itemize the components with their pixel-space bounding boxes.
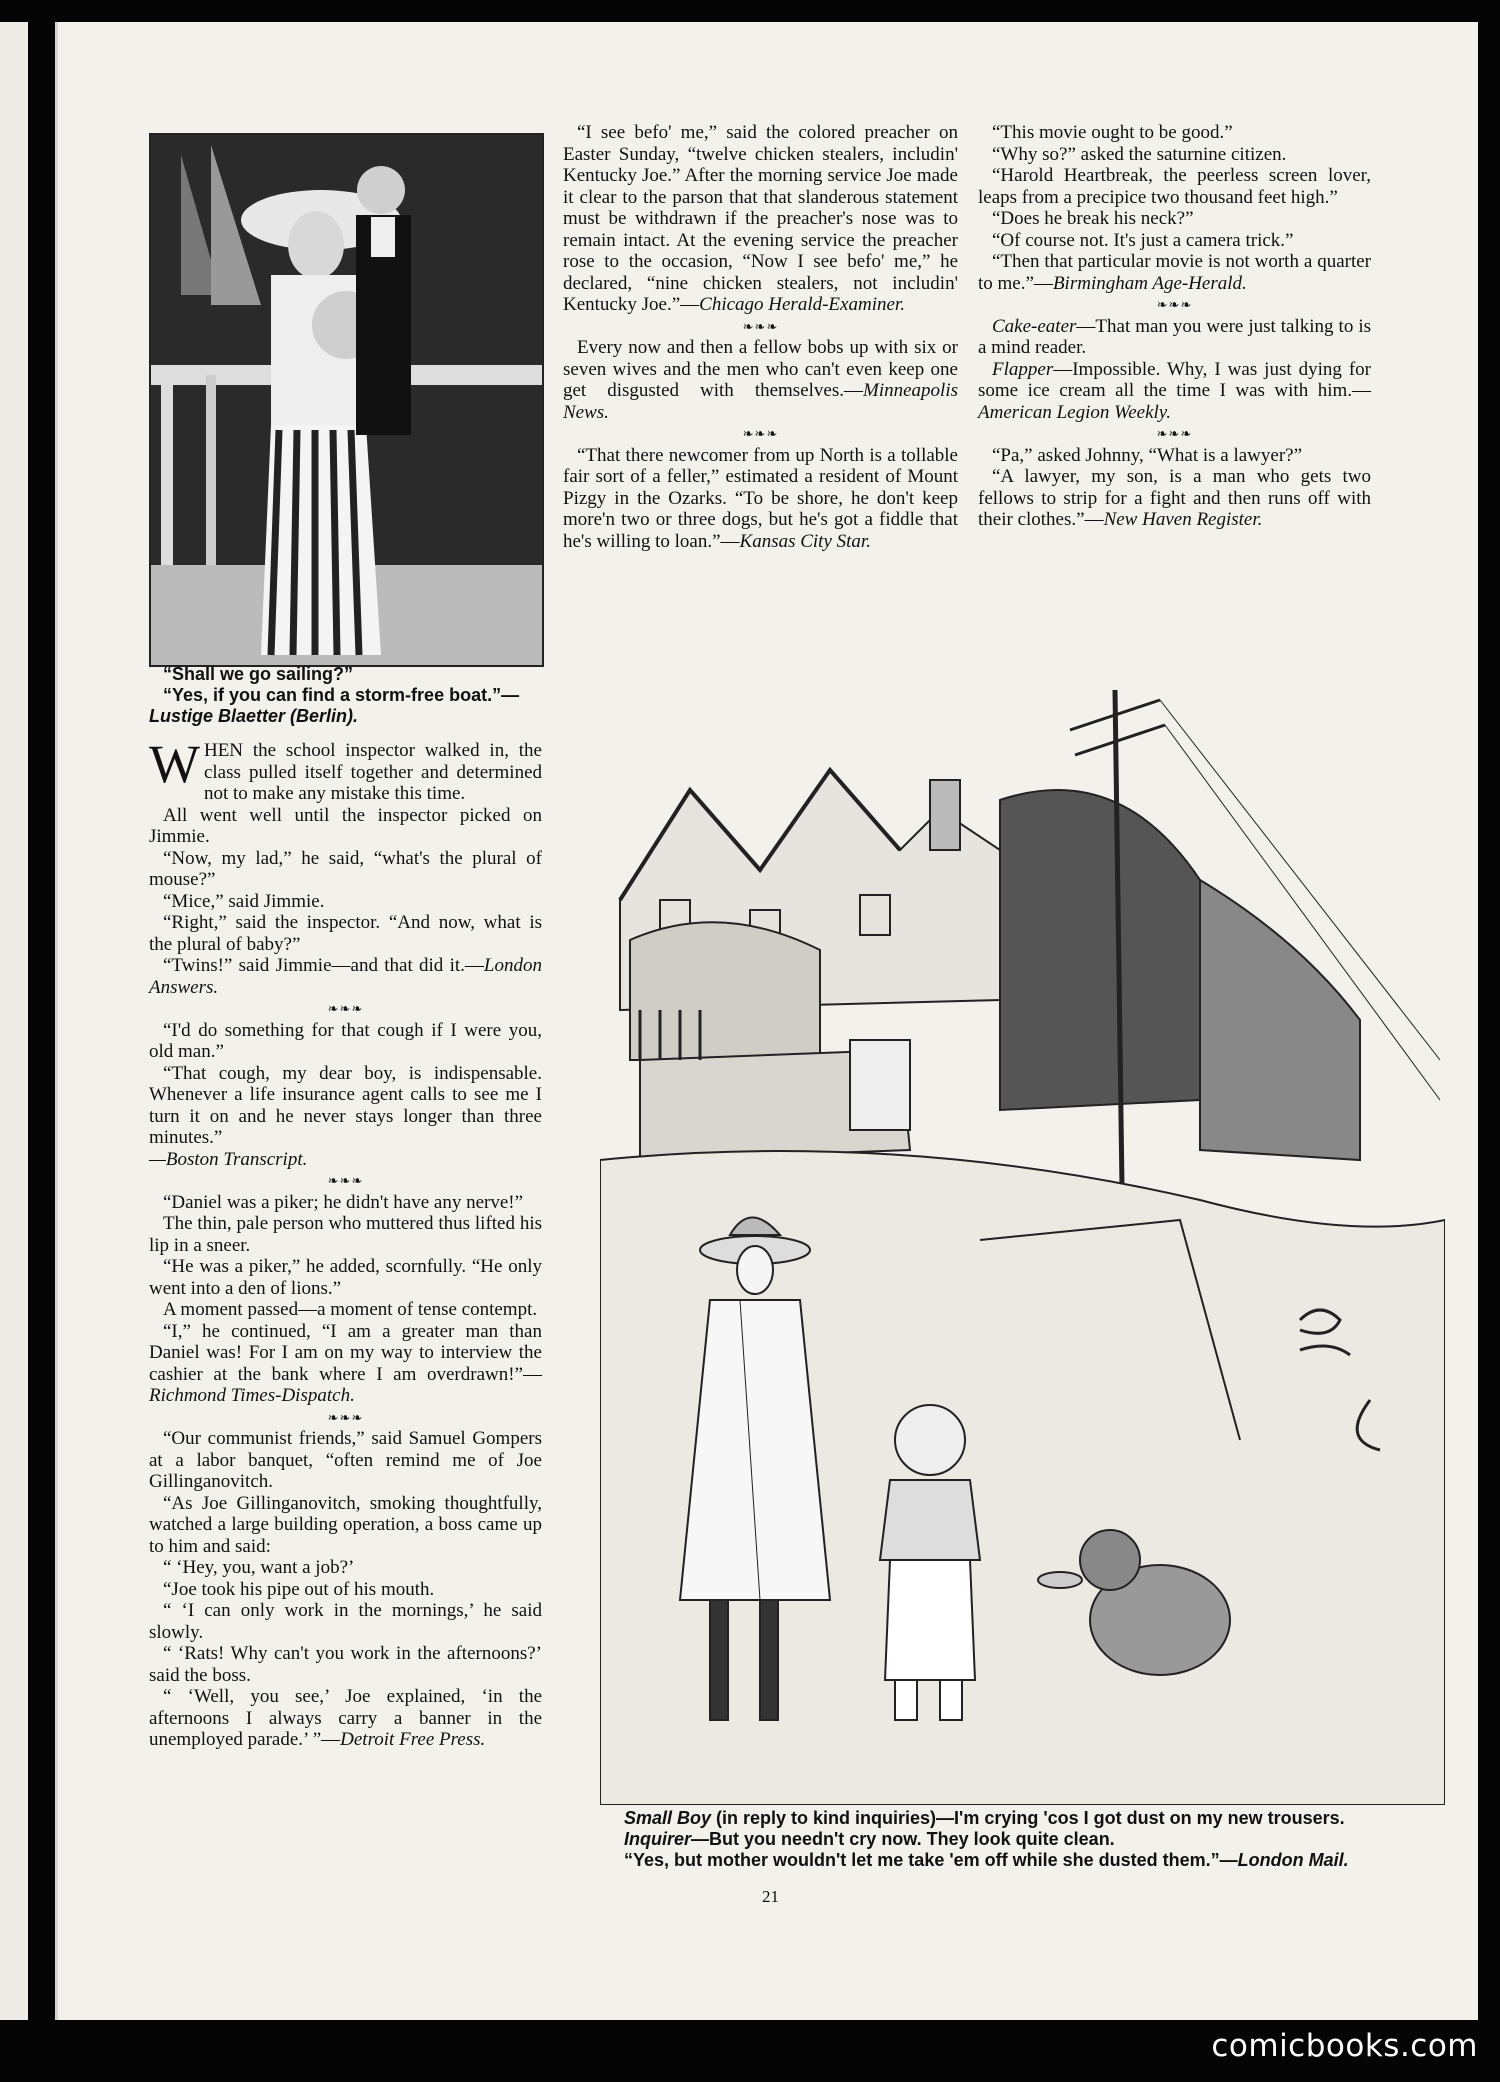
ornament-divider: ❧❧❧: [327, 1001, 364, 1016]
left-page-edge: [0, 22, 28, 2020]
article-paragraph: “ ‘I can only work in the mornings,’ he said slowly.: [149, 1600, 542, 1643]
article-paragraph: “Of course not. It's just a camera trick.”: [992, 229, 1294, 251]
article-paragraph: “That there newcomer from up North is a tollable fair sort of a feller,” estimated a resident of Mount Pizgy in the Ozarks. “To be shore, he don't keep more'n two or three dogs, but he's got a fiddle that he's willing to loan.”—Kansas City Star.: [563, 444, 958, 552]
article-paragraph: “Then that particular movie is not worth a quarter to me.”—Birmingham Age-Herald.: [978, 251, 1371, 294]
article-paragraph: “This movie ought to be good.”: [992, 122, 1233, 143]
article-paragraph: “ ‘Well, you see,’ Joe explained, ‘in the afternoons I always carry a banner in the unemployed parade.’ ”—Detroit Free Press.: [149, 1686, 542, 1750]
article-paragraph: “I'd do something for that cough if I were you, old man.”: [149, 1019, 542, 1062]
caption-line: “Yes, but mother wouldn't let me take 'em off while she dusted them.”—London Mail.: [624, 1850, 1349, 1870]
article-paragraph: “Daniel was a piker; he didn't have any nerve!”: [163, 1191, 524, 1213]
article-paragraph: “Does he break his neck?”: [992, 208, 1194, 229]
caption-line: Small Boy (in reply to kind inquiries)—I'm crying 'cos I got dust on my new trousers.: [624, 1808, 1345, 1828]
drop-cap: W: [149, 734, 200, 794]
article-paragraph: The thin, pale person who muttered thus lifted his lip in a sneer.: [149, 1213, 542, 1256]
cartoon-caption: [606, 1808, 1438, 1871]
ornament-divider: ❧❧❧: [327, 1173, 364, 1188]
page-number: 21: [762, 1887, 779, 1906]
article-paragraph: “As Joe Gillinganovitch, smoking thoughtfully, watched a large building operation, a boss came up to him and said:: [149, 1492, 542, 1557]
article-paragraph: “I see befo' me,” said the colored preacher on Easter Sunday, “twelve chicken stealers, includin' Kentucky Joe.” After the morning service Joe made it clear to the parson that that slanderous statement must be withdrawn if the preacher's nose was to remain intact. At the evening service the preacher rose to the occasion, “Now I see befo' me,” he declared, “nine chicken stealers, not includin' Kentucky Joe.”—Chicago Herald-Examiner.: [563, 122, 958, 315]
column-middle: [563, 122, 958, 552]
caption-question: “Shall we go sailing?”: [163, 664, 354, 684]
article-paragraph: “That cough, my dear boy, is indispensable. Whenever a life insurance agent calls to see me I turn it on and he never stays longer than three minutes.”: [149, 1062, 542, 1148]
ornament-divider: ❧❧❧: [1156, 297, 1193, 312]
article-paragraph: All went well until the inspector picked on Jimmie.: [149, 804, 542, 847]
article-paragraph: Cake-eater—That man you were just talking to is a mind reader.: [978, 315, 1371, 358]
caption-answer: “Yes, if you can find a storm-free boat.”—Lustige Blaetter (Berlin).: [149, 685, 520, 726]
article-paragraph: “Harold Heartbreak, the peerless screen lover, leaps from a precipice two thousand feet high.”: [978, 165, 1371, 208]
article-paragraph: A moment passed—a moment of tense contempt.: [163, 1299, 538, 1320]
article-paragraph: “I,” he continued, “I am a greater man than Daniel was! For I am on my way to interview the cashier at the bank where I am overdrawn!”—Richmond Times-Dispatch.: [149, 1320, 542, 1406]
article-paragraph: “ ‘Hey, you, want a job?’: [163, 1557, 355, 1578]
ornament-divider: ❧❧❧: [327, 1409, 364, 1425]
article-paragraph: Flapper—Impossible. Why, I was just dying for some ice cream all the time I was with him.—American Legion Weekly.: [978, 358, 1371, 423]
photo-caption: [149, 664, 549, 727]
caption-line: Inquirer—But you needn't cry now. They look quite clean.: [624, 1829, 1115, 1849]
photo-illustration: [149, 133, 544, 667]
article-paragraph: WHEN the school inspector walked in, the class pulled itself together and determined not to make any mistake this time.: [149, 734, 542, 804]
article-paragraph: “Now, my lad,” he said, “what's the plural of mouse?”: [149, 847, 542, 890]
article-paragraph: “ ‘Rats! Why can't you work in the afternoons?’ said the boss.: [149, 1643, 542, 1686]
article-paragraph: “Pa,” asked Johnny, “What is a lawyer?”: [992, 444, 1303, 466]
article-paragraph: “Joe took his pipe out of his mouth.: [163, 1578, 435, 1600]
article-paragraph: “Right,” said the inspector. “And now, what is the plural of baby?”: [149, 912, 542, 955]
article-paragraph: “Twins!” said Jimmie—and that did it.—London Answers.: [149, 955, 542, 998]
ornament-divider: ❧❧❧: [742, 318, 779, 334]
watermark: comicbooks.com: [1211, 2028, 1478, 2064]
article-paragraph: “Our communist friends,” said Samuel Gompers at a labor banquet, “often remind me of Joe Gillinganovitch.: [149, 1428, 542, 1492]
cartoon-illustration: [600, 680, 1445, 1805]
column-left: [149, 734, 542, 1751]
article-source: —Boston Transcript.: [149, 1148, 308, 1170]
column-right: [978, 122, 1371, 531]
ornament-divider: ❧❧❧: [1156, 426, 1193, 441]
article-paragraph: “A lawyer, my son, is a man who gets two fellows to strip for a fight and then runs off with their clothes.”—New Haven Register.: [978, 466, 1371, 530]
article-paragraph: “He was a piker,” he added, scornfully. “He only went into a den of lions.”: [149, 1256, 542, 1299]
ornament-divider: ❧❧❧: [742, 426, 779, 441]
article-paragraph: Every now and then a fellow bobs up with six or seven wives and the men who can't even keep one get disgusted with themselves.—Minneapolis News.: [563, 337, 958, 423]
article-paragraph: “Mice,” said Jimmie.: [163, 890, 325, 912]
article-paragraph: “Why so?” asked the saturnine citizen.: [992, 143, 1287, 165]
